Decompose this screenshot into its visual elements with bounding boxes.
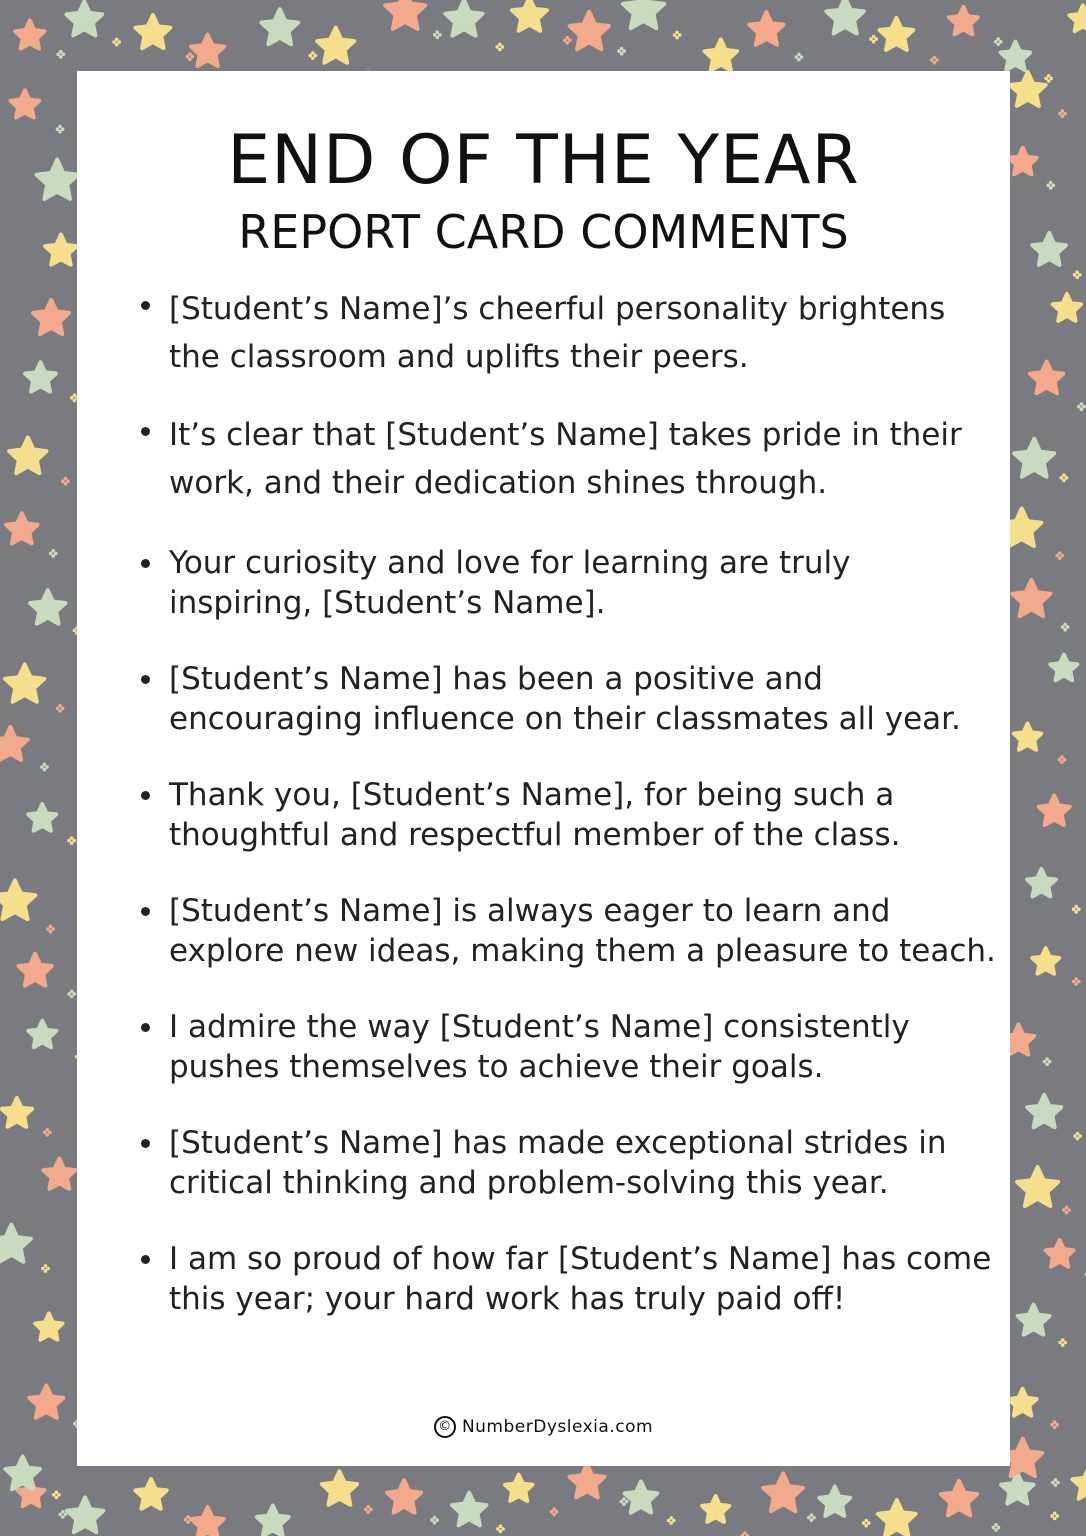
star-icon (6, 513, 38, 543)
star-icon (2, 1098, 32, 1127)
star-icon (1053, 294, 1081, 321)
star-icon (512, 0, 547, 31)
star-icon (1018, 1305, 1050, 1335)
star-icon (1001, 42, 1031, 70)
flower-dot-icon (741, 1531, 750, 1536)
flower-dot-icon (1058, 755, 1067, 764)
flower-dot-icon (61, 477, 70, 486)
star-icon (1014, 439, 1054, 477)
star-icon (749, 12, 783, 45)
bullet-icon (141, 559, 150, 568)
star-icon (1027, 1095, 1061, 1128)
star-icon (1017, 1167, 1058, 1206)
comment-item (137, 285, 997, 381)
comment-item (137, 1007, 997, 1087)
flower-dot-icon (667, 1516, 676, 1525)
star-icon (1030, 362, 1063, 394)
comment-item (137, 543, 997, 623)
comment-text: Thank you, [Student’s Name], for being such a thoughtful and respectful member of the class. (169, 777, 901, 853)
star-icon (570, 1464, 605, 1497)
comment-item (137, 1239, 997, 1319)
flower-dot-icon (1073, 270, 1082, 279)
flower-dot-icon (40, 763, 49, 772)
flower-dot-icon (563, 36, 572, 45)
flower-dot-icon (46, 925, 55, 934)
flower-dot-icon (67, 836, 76, 845)
comment-item (137, 1123, 997, 1203)
flower-dot-icon (1051, 1478, 1060, 1487)
star-icon (625, 1481, 658, 1512)
star-icon (135, 15, 170, 48)
star-icon (570, 12, 609, 49)
comment-text: I admire the way [Student’s Name] consistently pushes themselves to achieve their goals. (169, 1009, 910, 1085)
flower-dot-icon (1058, 1338, 1067, 1347)
flower-dot-icon (1062, 1206, 1071, 1215)
comment-text: It’s clear that [Student’s Name] takes pride in their work, and their dedication shines through. (169, 417, 962, 501)
flower-dot-icon (495, 43, 504, 52)
flower-dot-icon (56, 125, 65, 134)
star-icon (15, 21, 44, 49)
star-icon (0, 727, 28, 760)
star-icon (9, 438, 46, 474)
star-icon (191, 35, 224, 66)
star-icon (317, 28, 354, 63)
flower-dot-icon (1073, 1132, 1082, 1141)
page-subtitle: REPORT CARD COMMENTS (238, 205, 849, 259)
copyright-icon: © (434, 1416, 456, 1438)
flower-dot-icon (308, 51, 317, 60)
star-icon (1027, 869, 1056, 896)
comment-item (137, 659, 997, 739)
comment-list (137, 285, 997, 1319)
star-icon (191, 1507, 224, 1536)
bullet-icon (141, 1255, 150, 1264)
star-icon (67, 1497, 104, 1532)
star-icon (1069, 6, 1086, 32)
star-icon (949, 7, 978, 35)
comment-text: [Student’s Name] is always eager to learn and explore new ideas, making them a pleasure to teach. (169, 893, 996, 969)
comment-text: [Student’s Name] has been a positive and encouraging influence on their classmates all year. (169, 661, 961, 737)
star-icon (1014, 724, 1042, 750)
star-icon (763, 1473, 803, 1511)
flower-dot-icon (1077, 402, 1086, 411)
star-icon (1012, 580, 1050, 616)
flower-dot-icon (67, 990, 76, 999)
star-icon (623, 0, 664, 28)
star-icon (11, 90, 40, 117)
flower-dot-icon (56, 50, 65, 59)
flower-dot-icon (1058, 109, 1067, 118)
star-icon (5, 665, 44, 702)
comment-text: Your curiosity and love for learning are truly inspiring, [Student’s Name]. (169, 545, 851, 621)
star-icon (45, 235, 76, 265)
flower-dot-icon (1050, 1512, 1059, 1521)
flower-dot-icon (1043, 1057, 1052, 1066)
star-icon (1072, 1467, 1086, 1498)
star-icon (33, 300, 69, 334)
flower-dot-icon (364, 1505, 373, 1514)
flower-dot-icon (1046, 181, 1055, 190)
flower-dot-icon (620, 1497, 629, 1506)
star-icon (1001, 1473, 1033, 1504)
star-icon (0, 1225, 31, 1262)
comment-item (137, 775, 997, 855)
star-icon (28, 804, 56, 831)
flower-dot-icon (1055, 551, 1064, 560)
star-icon (0, 880, 35, 919)
flower-dot-icon (1061, 623, 1070, 632)
comment-text: I am so proud of how far [Student’s Name] has come this year; your hard work has truly paid off! (169, 1241, 992, 1317)
flower-dot-icon (52, 1490, 61, 1499)
star-icon (1010, 72, 1046, 106)
star-icon (452, 1493, 486, 1526)
star-icon (505, 1475, 533, 1501)
star-icon (941, 1481, 977, 1516)
flower-dot-icon (673, 31, 682, 40)
star-icon (1050, 655, 1077, 681)
flower-dot-icon (994, 37, 1003, 46)
flower-dot-icon (430, 1516, 439, 1525)
flower-dot-icon (807, 1513, 816, 1522)
star-icon (819, 1487, 850, 1516)
star-icon (28, 1021, 56, 1048)
star-icon (43, 1159, 75, 1189)
flower-dot-icon (795, 53, 804, 62)
star-icon (322, 1471, 357, 1505)
flower-dot-icon (1072, 905, 1081, 914)
flower-dot-icon (496, 1525, 505, 1534)
star-icon (29, 1386, 63, 1418)
flower-dot-icon (992, 1523, 1001, 1532)
bullet-icon (141, 791, 150, 800)
bullet-icon (141, 1139, 150, 1148)
bullet-icon (141, 301, 150, 310)
bullet-icon (141, 907, 150, 916)
star-icon (1046, 1240, 1074, 1267)
bullet-icon (141, 675, 150, 684)
bullet-icon (141, 427, 150, 436)
flower-dot-icon (112, 38, 121, 47)
flower-dot-icon (41, 1264, 50, 1273)
report-card-sheet (77, 71, 1010, 1466)
star-icon (35, 1314, 62, 1340)
flower-dot-icon (56, 704, 65, 713)
bullet-icon (141, 1023, 150, 1032)
star-icon (18, 954, 51, 986)
star-icon (135, 1479, 166, 1509)
star-icon (385, 0, 425, 29)
star-icon (66, 1, 102, 35)
star-icon (25, 362, 56, 391)
flower-dot-icon (43, 1128, 52, 1137)
star-icon (826, 0, 864, 33)
comment-text: [Student’s Name]’s cheerful personality brightens the classroom and uplifts their peers. (169, 291, 946, 375)
flower-dot-icon (1050, 1420, 1059, 1429)
flower-dot-icon (862, 1519, 871, 1528)
flower-dot-icon (1060, 473, 1069, 482)
flower-dot-icon (1044, 74, 1053, 83)
star-icon (1032, 948, 1059, 974)
star-icon (702, 1496, 729, 1522)
comment-item (137, 411, 997, 507)
star-icon (880, 18, 914, 50)
flower-dot-icon (617, 47, 626, 56)
star-icon (705, 39, 738, 70)
comment-text: [Student’s Name] has made exceptional strides in critical thinking and problem-solving this year. (169, 1125, 947, 1201)
star-icon (30, 590, 65, 624)
star-icon (1039, 795, 1070, 825)
star-icon (257, 1506, 289, 1536)
flower-dot-icon (869, 35, 878, 44)
flower-dot-icon (550, 1507, 559, 1516)
star-icon (387, 1480, 421, 1512)
flower-dot-icon (186, 52, 195, 61)
flower-dot-icon (433, 30, 442, 39)
star-icon (261, 9, 298, 44)
star-icon (878, 1500, 916, 1536)
star-icon (1008, 1389, 1036, 1416)
star-icon (1009, 148, 1037, 175)
flower-dot-icon (49, 549, 58, 558)
star-icon (445, 0, 482, 36)
page-title: END OF THE YEAR (227, 121, 860, 200)
star-icon (1032, 233, 1066, 265)
flower-dot-icon (1072, 977, 1081, 986)
copyright-footer (77, 1416, 1010, 1438)
star-icon (37, 160, 78, 199)
flower-dot-icon (930, 56, 939, 65)
site-credit: NumberDyslexia.com (461, 1417, 654, 1437)
comment-item (137, 891, 997, 971)
